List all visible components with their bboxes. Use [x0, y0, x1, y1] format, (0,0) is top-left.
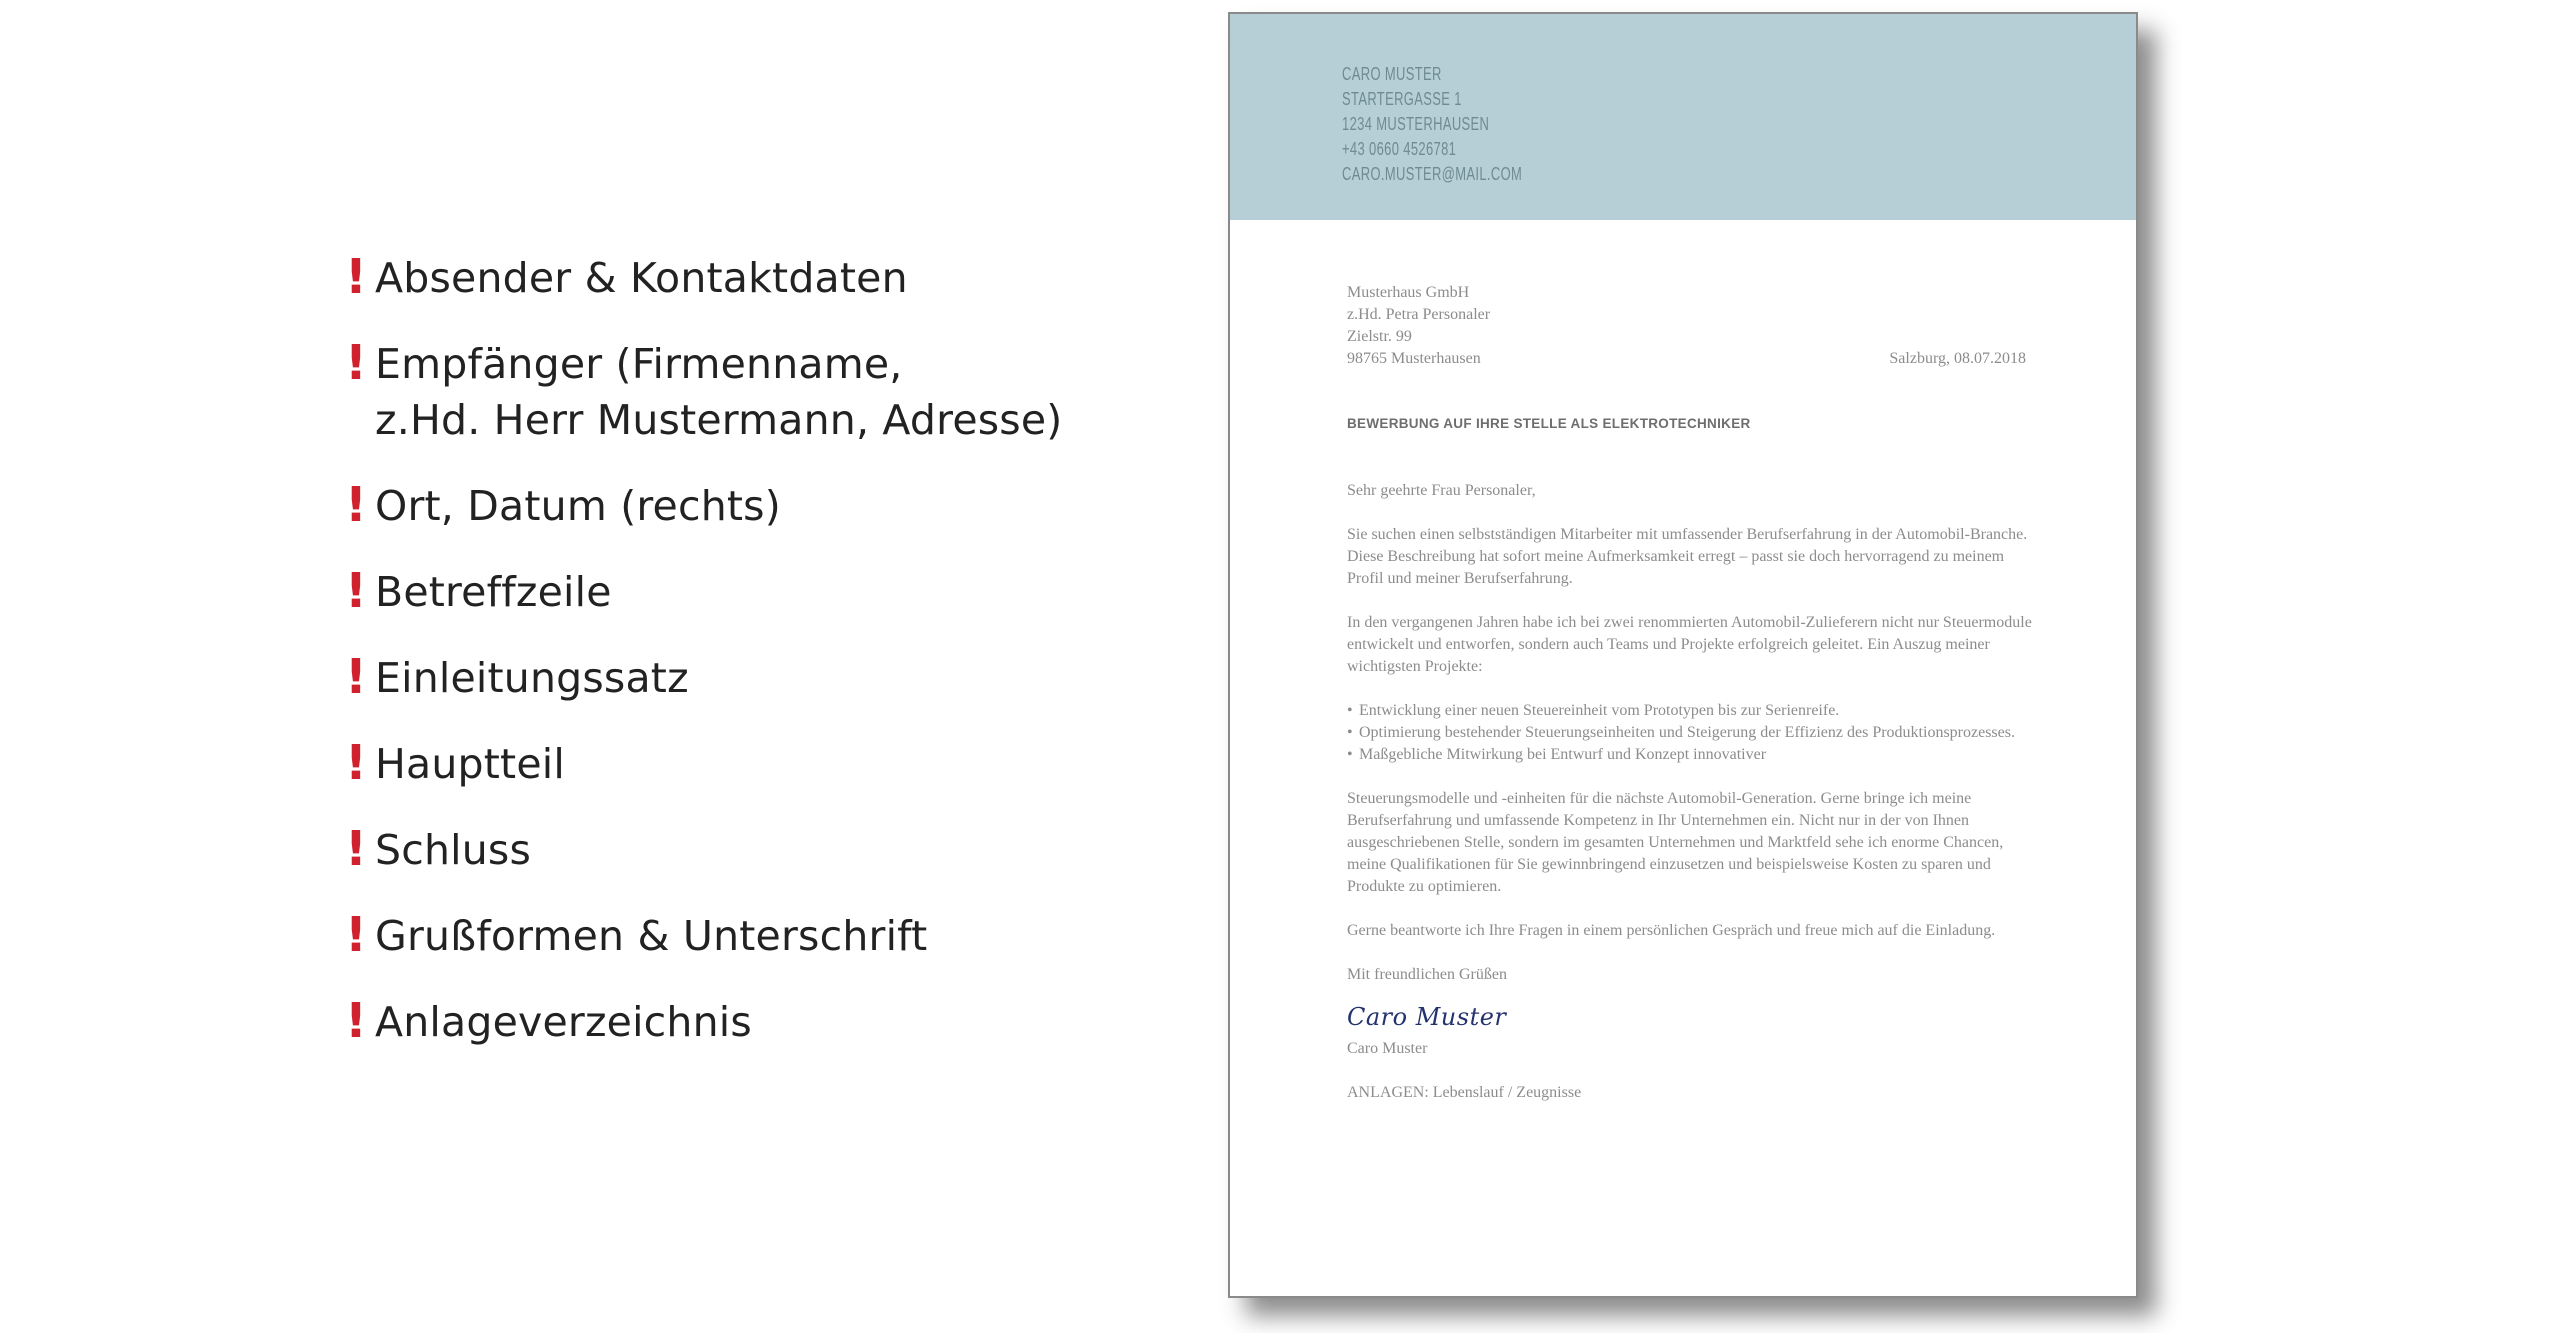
- checklist-item: [345, 650, 1165, 706]
- exclamation-icon: !: [345, 563, 367, 619]
- recipient-street: Zielstr. 99: [1347, 328, 1412, 345]
- checklist-item-line: Einleitungssatz: [375, 654, 689, 702]
- project-list: [1347, 700, 2037, 766]
- sender-email: CARO.MUSTER@MAIL.COM: [1342, 164, 1523, 184]
- recipient-block: [1347, 282, 1490, 370]
- signer-name: Caro Muster: [1347, 1040, 1428, 1057]
- attachments-list: ANLAGEN: Lebenslauf / Zeugnisse: [1347, 1084, 1582, 1101]
- sender-name: CARO MUSTER: [1342, 64, 1442, 84]
- checklist-item-line: z.Hd. Herr Mustermann, Adresse): [375, 396, 1063, 444]
- checklist-item-label: [375, 336, 1063, 448]
- exclamation-icon: !: [345, 649, 367, 705]
- exclamation-icon: !: [345, 907, 367, 963]
- recipient-attention: z.Hd. Petra Personaler: [1347, 306, 1491, 323]
- exclamation-icon: !: [345, 993, 367, 1049]
- checklist-item-line: Anlageverzeichnis: [375, 998, 752, 1046]
- list-item: • Entwicklung einer neuen Steuereinheit vom Prototypen bis zur Serienreife.: [1347, 700, 2037, 722]
- checklist-item-label: [375, 478, 781, 534]
- recipient-city: 98765 Musterhausen: [1347, 350, 1481, 367]
- exclamation-icon: !: [345, 821, 367, 877]
- checklist-item-line: Hauptteil: [375, 740, 565, 788]
- letter-page: [1228, 12, 2138, 1298]
- place-date: Salzburg, 08.07.2018: [1889, 350, 2026, 367]
- list-item: • Maßgebliche Mitwirkung bei Entwurf und Konzept innovativer: [1347, 744, 2037, 766]
- handwritten-signature: Caro Muster: [1347, 1003, 1507, 1031]
- main-paragraph: In den vergangenen Jahren habe ich bei zwei renommierten Automobil-Zulieferern nicht nur Steuermodule entwickelt und entworfen, sondern auch Teams und Projekte erfolgreich geleitet. Ein Auszug meiner wichtigsten Projekte:: [1347, 614, 2032, 675]
- closing-greeting: Mit freundlichen Grüßen: [1347, 966, 1507, 983]
- checklist-item-label: [375, 736, 565, 792]
- recipient-company: Musterhaus GmbH: [1347, 284, 1470, 301]
- checklist-item-label: [375, 994, 752, 1050]
- checklist-item-label: [375, 650, 689, 706]
- subject-line: BEWERBUNG AUF IHRE STELLE ALS ELEKTROTECHNIKER: [1347, 416, 1751, 431]
- sender-street: STARTERGASSE 1: [1342, 89, 1462, 109]
- checklist-item-line: Betreffzeile: [375, 568, 612, 616]
- checklist-item-line: Grußformen & Unterschrift: [375, 912, 928, 960]
- letter-header: [1230, 14, 2136, 220]
- checklist-item: [345, 908, 1165, 964]
- sender-block: [1342, 62, 1522, 187]
- exclamation-icon: !: [345, 249, 367, 305]
- checklist-item: [345, 822, 1165, 878]
- checklist-item: [345, 336, 1165, 448]
- closing-paragraph: Gerne beantworte ich Ihre Fragen in einem persönlichen Gespräch und freue mich auf die Einladung.: [1347, 922, 1996, 939]
- checklist: [345, 250, 1165, 1080]
- checklist-item-line: Schluss: [375, 826, 532, 874]
- checklist-item-label: [375, 908, 927, 964]
- sender-phone: +43 0660 4526781: [1342, 139, 1457, 159]
- intro-paragraph: Sie suchen einen selbstständigen Mitarbeiter mit umfassender Berufserfahrung in der Automobil-Branche. Diese Beschreibung hat sofort meine Aufmerksamkeit erregt – passt sie doch hervorragend zu meinem Profil und meiner Berufserfahrung.: [1347, 526, 2028, 587]
- checklist-item-line: Empfänger (Firmenname,: [375, 340, 903, 388]
- checklist-item: [345, 478, 1165, 534]
- sender-city: 1234 MUSTERHAUSEN: [1342, 114, 1490, 134]
- checklist-item-label: [375, 250, 908, 306]
- checklist-item: [345, 250, 1165, 306]
- checklist-item: [345, 994, 1165, 1050]
- checklist-item-line: Absender & Kontaktdaten: [375, 254, 908, 302]
- list-item: • Optimierung bestehender Steuerungseinheiten und Steigerung der Effizienz des Produktionsprozesses.: [1347, 722, 2037, 744]
- letter-body: [1347, 480, 2037, 1126]
- checklist-item-label: [375, 822, 531, 878]
- exclamation-icon: !: [345, 335, 367, 391]
- exclamation-icon: !: [345, 477, 367, 533]
- checklist-item-line: Ort, Datum (rechts): [375, 482, 781, 530]
- exclamation-icon: !: [345, 735, 367, 791]
- checklist-item-label: [375, 564, 612, 620]
- main-paragraph-continued: Steuerungsmodelle und -einheiten für die nächste Automobil-Generation. Gerne bringe ich meine Berufserfahrung und umfassende Kompetenz in Ihr Unternehmen ein. Nicht nur in der von Ihnen ausgeschriebenen Stelle, sondern im gesamten Unternehmen und Marktfeld sehe ich enorme Chancen, meine Qualifikationen für Sie gewinnbringend einzusetzen und beispielsweise Kosten zu sparen und Produkte zu optimieren.: [1347, 790, 2004, 895]
- checklist-item: [345, 564, 1165, 620]
- salutation: Sehr geehrte Frau Personaler,: [1347, 482, 1536, 499]
- checklist-item: [345, 736, 1165, 792]
